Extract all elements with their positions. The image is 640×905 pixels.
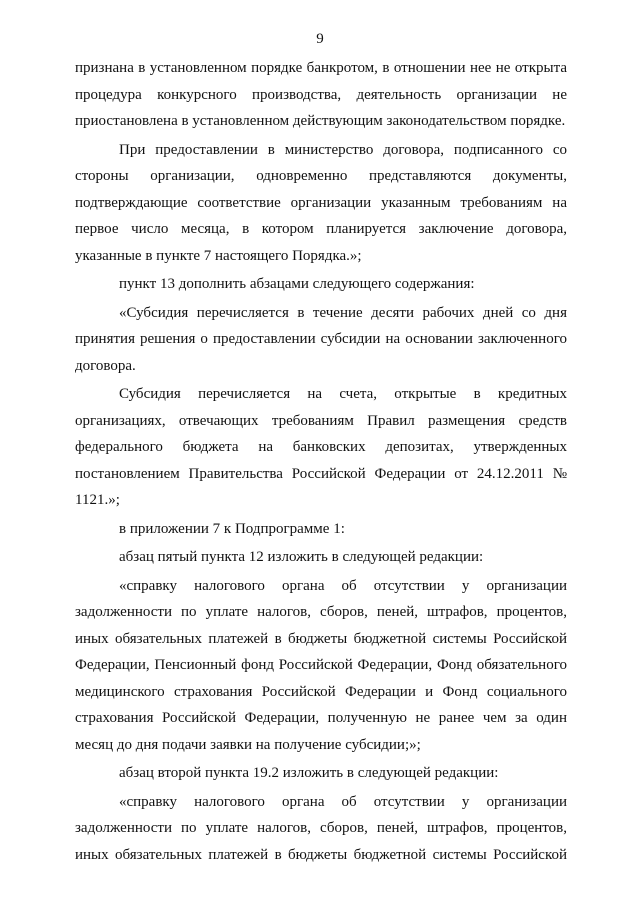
- paragraph: признана в установленном порядке банкротом, в отношении нее не открыта процедура конкурсного производства, деятельность организации не приостановлена в установленном действующим законодательством порядке.: [75, 60, 567, 129]
- paragraph: «Субсидия перечисляется в течение десяти рабочих дней со дня принятия решения о предоставлении субсидии на основании заключенного договора.: [75, 304, 567, 374]
- paragraph: абзац пятый пункта 12 изложить в следующей редакции:: [119, 549, 484, 565]
- paragraph: пункт 13 дополнить абзацами следующего содержания:: [119, 276, 475, 292]
- paragraph: в приложении 7 к Подпрограмме 1:: [119, 520, 345, 537]
- paragraph: «справку налогового органа об отсутствии у организации задолженности по уплате налогов, сборов, пеней, штрафов, процентов, иных обязательных платежей в бюджеты бюджетной системы Российской Федерации, Пенсионный фонд Российской Федерации, Фонд обязательного медицинского страхования Российской Федерации и Фонд социального страхования Российской Федерации, полученную не ранее чем за один месяц до дня подачи заявки на получение субсидии;»;: [75, 577, 567, 753]
- paragraph: Субсидия перечисляется на счета, открытые в кредитных организациях, отвечающих требованиям Правил размещения средств федерального бюджета на банковских депозитах, утвержденных постановлением Правительства Российской Федерации от 24.12.2011 № 1121.»;: [75, 386, 567, 508]
- paragraph: «справку налогового органа об отсутствии у организации задолженности по уплате налогов, сборов, пеней, штрафов, процентов, иных обязательных платежей в бюджеты бюджетной системы Российской: [75, 793, 567, 863]
- document-body: [75, 55, 567, 870]
- paragraph: При предоставлении в министерство договора, подписанного со стороны организации, одновременно представляются документы, подтверждающие соответствие организации указанным требованиям на первое число месяца, в котором планируется заключение договора, указанные в пункте 7 настоящего Порядка.»;: [75, 141, 567, 264]
- paragraph: абзац второй пункта 19.2 изложить в следующей редакции:: [119, 765, 499, 781]
- page-number: 9: [316, 31, 324, 47]
